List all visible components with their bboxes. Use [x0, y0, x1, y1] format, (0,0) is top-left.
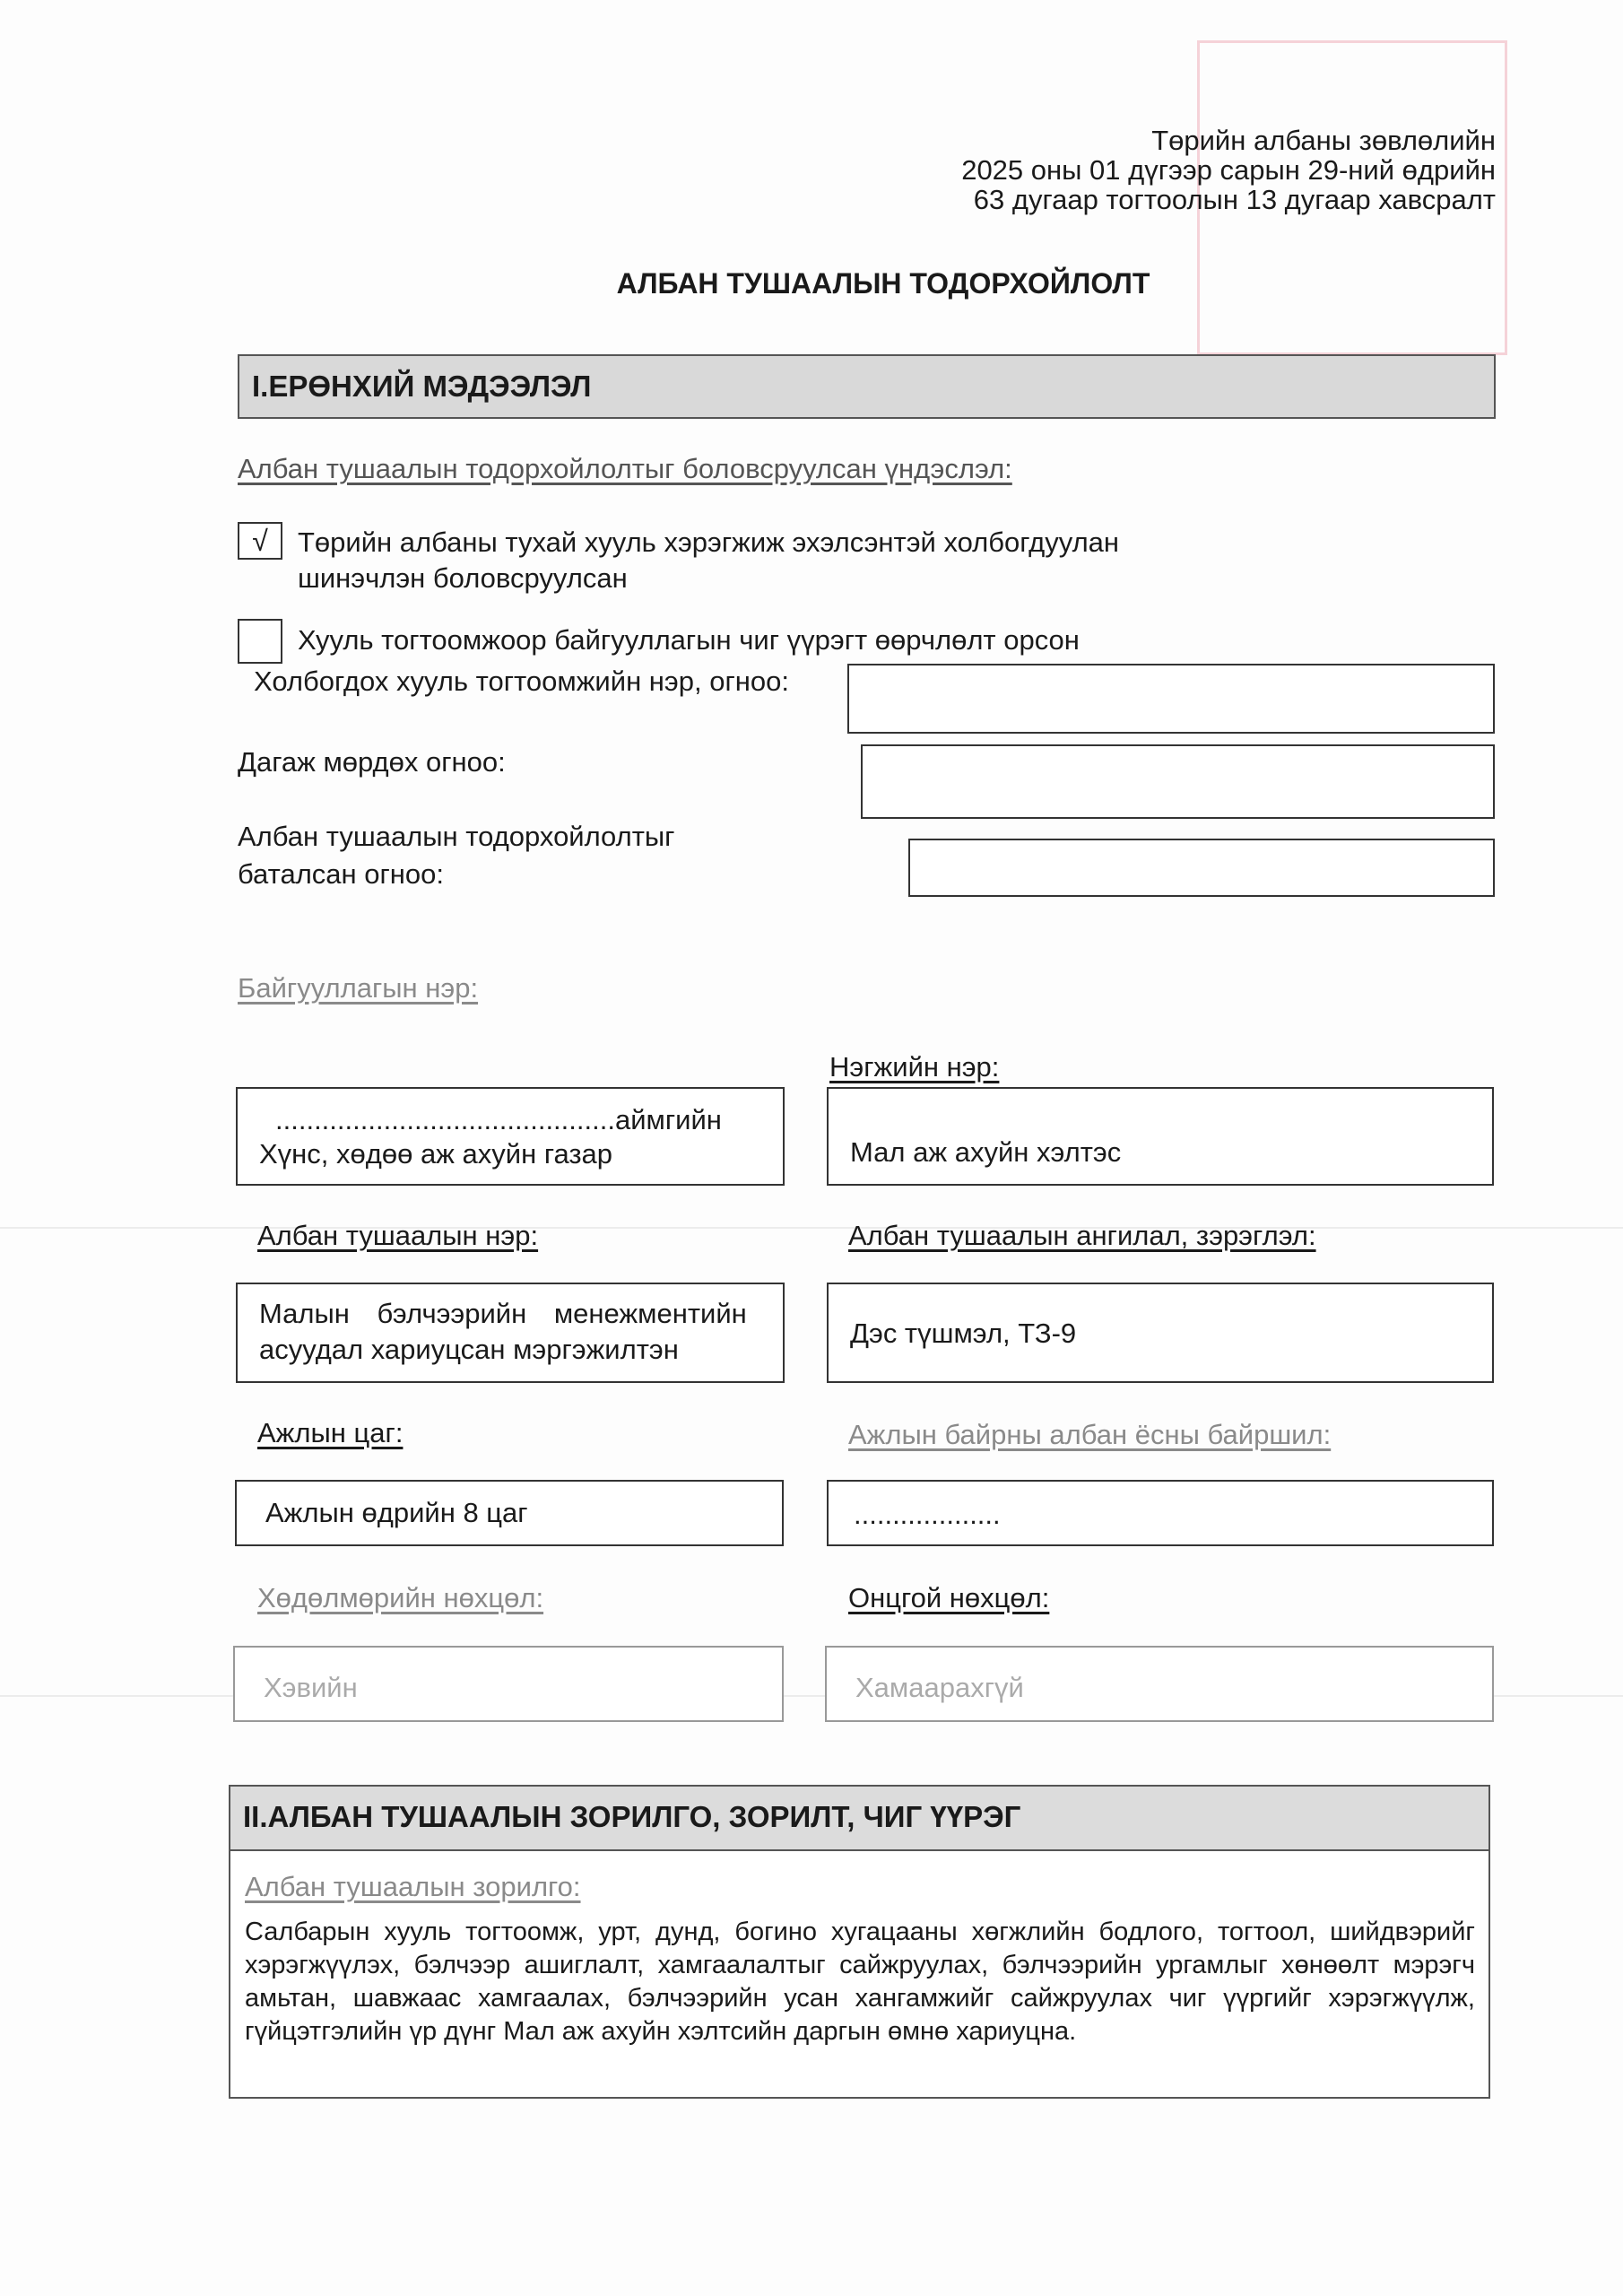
purpose-text: Салбарын хууль тогтоомж, урт, дунд, богино хугацааны хөгжлийн бодлого, тогтоол, шийдвэрийг хэрэгжүүлэх, бэлчээр ашиглалт, хамгаалалтыг сайжруулах, бэлчээрийн ургамлыг хөнөөлт мэрэгч амьтан, шавжаас хамгаалах, бэлчээрийн усан хангамжийг сайжруулах чиг үүргийг хэрэгжүүлж, гүйцэтгэлийн үр дүнг Мал аж ахуйн хэлтсийн даргын өмнө хариуцна. [245, 1918, 1475, 2046]
position-name-label: Албан тушаалын нэр: [257, 1220, 539, 1251]
header-note-line1: Төрийн албаны зөвлөлийн [1151, 125, 1496, 156]
document-title: АЛБАН ТУШААЛЫН ТОДОРХОЙЛОЛТ [616, 267, 1150, 300]
work-hours-label: Ажлын цаг: [257, 1417, 404, 1448]
position-class-label: Албан тушаалын ангилал, зэрэглэл: [848, 1220, 1316, 1251]
work-conditions-field[interactable] [233, 1646, 784, 1722]
work-location-field[interactable] [827, 1480, 1494, 1546]
special-conditions-field[interactable] [825, 1646, 1494, 1722]
org-name-line1: ............................................аймгийн [275, 1104, 722, 1135]
purpose-label: Албан тушаалын зорилго: [245, 1871, 581, 1902]
unit-name-field[interactable] [827, 1087, 1494, 1186]
approved-date-field[interactable] [908, 839, 1495, 897]
option1-checkbox[interactable] [238, 522, 282, 560]
effective-date-field[interactable] [861, 744, 1495, 819]
option2-checkbox[interactable] [238, 619, 282, 664]
related-law-label: Холбогдох хууль тогтоомжийн нэр, огноо: [254, 665, 789, 697]
option2-line1: Хууль тогтоомжоор байгууллагын чиг үүрэгт өөрчлөлт орсон [298, 624, 1080, 656]
header-note-line3: 63 дугаар тогтоолын 13 дугаар хавсралт [973, 184, 1496, 215]
section2-heading: II.АЛБАН ТУШААЛЫН ЗОРИЛГО, ЗОРИЛТ, ЧИГ ҮҮРЭГ [229, 1785, 1490, 1849]
unit-name-value: Мал аж ахуйн хэлтэс [850, 1136, 1122, 1168]
position-class-value: Дэс түшмэл, ТЗ-9 [850, 1318, 1077, 1349]
unit-name-label: Нэгжийн нэр: [829, 1051, 1000, 1083]
org-name-label: Байгууллагын нэр: [238, 972, 479, 1004]
option1-line2: шинэчлэн боловсруулсан [298, 562, 628, 594]
org-name-field[interactable] [236, 1087, 785, 1186]
basis-label: Албан тушаалын тодорхойлолтыг боловсруулсан үндэслэл: [238, 453, 1012, 484]
work-hours-value: Ажлын өдрийн 8 цаг [265, 1497, 528, 1528]
work-location-value: ................... [854, 1499, 1001, 1530]
position-name-field[interactable] [236, 1283, 785, 1383]
position-name-line2: асуудал хариуцсан мэргэжилтэн [259, 1334, 679, 1365]
related-law-field[interactable] [847, 664, 1495, 734]
section1-heading: I.ЕРӨНХИЙ МЭДЭЭЛЭЛ [238, 354, 1496, 419]
position-name-line1: Малын бэлчээрийн менежментийн [259, 1298, 747, 1329]
work-conditions-value: Хэвийн [264, 1672, 358, 1703]
position-class-field[interactable] [827, 1283, 1494, 1383]
special-conditions-label: Онцгой нөхцөл: [848, 1582, 1050, 1613]
section2-body [229, 1849, 1490, 2099]
special-conditions-value: Хамаарахгүй [855, 1672, 1024, 1703]
approved-date-label-line1: Албан тушаалын тодорхойлолтыг [238, 821, 675, 852]
approved-date-label-line2: баталсан огноо: [238, 858, 445, 890]
org-name-line2: Хүнс, хөдөө аж ахуйн газар [259, 1138, 613, 1170]
option2-check [239, 621, 281, 662]
check-icon: √ [252, 525, 268, 557]
work-conditions-label: Хөдөлмөрийн нөхцөл: [257, 1582, 544, 1613]
header-note-line2: 2025 оны 01 дүгээр сарын 29-ний өдрийн [961, 154, 1496, 186]
fold-line-top [0, 1227, 1623, 1229]
effective-date-label: Дагаж мөрдөх огноо: [238, 746, 506, 778]
work-hours-field[interactable] [235, 1480, 784, 1546]
option1-line1: Төрийн албаны тухай хууль хэрэгжиж эхэлсэнтэй холбогдуулан [298, 526, 1120, 558]
work-location-label: Ажлын байрны албан ёсны байршил: [848, 1419, 1332, 1450]
